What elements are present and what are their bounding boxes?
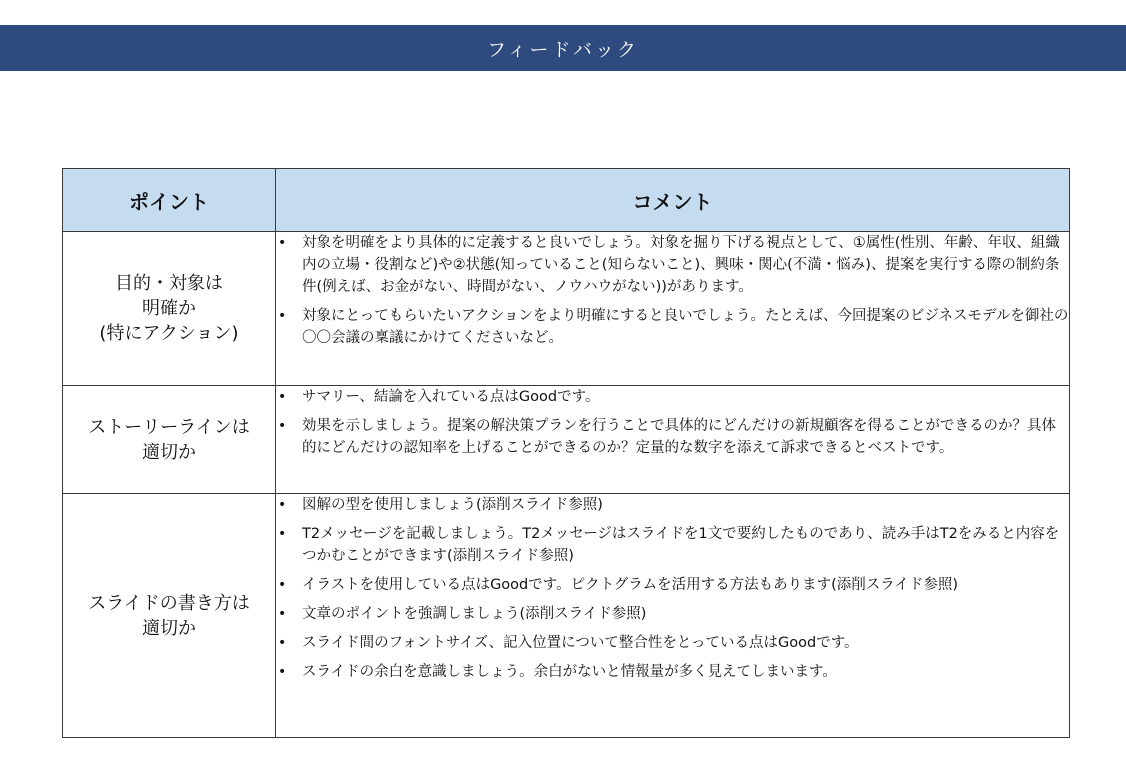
bullet-icon: • [278,389,287,405]
comment-item [276,523,1069,567]
point-label-line: 適切か [142,441,196,463]
bullet-icon: • [278,418,287,434]
comment-list [276,386,1069,459]
comment-list [276,494,1069,683]
title-bar [0,25,1126,71]
table-row [63,232,1070,386]
point-label-line: 適切か [142,617,196,639]
bullet-icon: • [278,606,287,622]
bullet-icon: • [278,308,287,324]
comment-text: T2メッセージを記載しましょう。T2メッセージはスライドを1文で要約したものであり、読み手はT2をみると内容をつかむことができます(添削スライド参照) [302,526,1060,564]
table-header-row [63,169,1070,232]
bullet-icon: • [278,664,287,680]
bullet-icon: • [278,526,287,542]
comment-item [276,632,1069,654]
point-cell [63,386,276,494]
point-label-line: 目的・対象は [115,273,223,294]
table-row [63,386,1070,494]
bullet-icon: • [278,497,287,513]
comment-item [276,305,1069,349]
point-label-line: (特にアクション) [99,323,239,344]
comment-text: 効果を示しましょう。提案の解決策プランを行うことで具体的にどんだけの新規顧客を得ることができるのか？具体的にどんだけの認知率を上げることができるのか？定量的な数字を添えて訴求できるとベストです。 [302,418,1056,456]
point-cell [63,494,276,738]
point-label-line: 明確か [142,298,196,319]
page-title: フィードバック [486,38,640,61]
comment-item [276,415,1069,459]
point-label-line: ストーリーラインは [88,416,250,438]
comment-item [276,661,1069,683]
bullet-icon: • [278,577,287,593]
point-cell [63,232,276,386]
column-header-point: ポイント [63,169,276,232]
comment-item [276,603,1069,625]
comment-text: 対象にとってもらいたいアクションをより明確にすると良いでしょう。たとえば、今回提案のビジネスモデルを御社の〇〇会議の稟議にかけてくださいなど。 [302,308,1069,346]
bullet-icon: • [278,235,287,251]
comment-text: 図解の型を使用しましょう(添削スライド参照) [302,497,603,513]
feedback-table [62,168,1070,738]
comment-text: スライド間のフォントサイズ、記入位置について整合性をとっている点はGoodです。 [302,635,859,651]
comment-item [276,232,1069,298]
comment-item [276,386,1069,408]
comment-item [276,494,1069,516]
comment-text: スライドの余白を意識しましょう。余白がないと情報量が多く見えてしまいます。 [302,664,837,680]
bullet-icon: • [278,635,287,651]
table-row [63,494,1070,738]
column-header-comment: コメント [276,169,1070,232]
comment-text: 対象を明確をより具体的に定義すると良いでしょう。対象を掘り下げる視点として、①属性(性別、年齢、年収、組織内の立場・役割など)や②状態(知っていること(知らないこと)、興味・関心(不満・悩み)、提案を実行する際の制約条件(例えば、お金がない、時間がない、ノウハウがない))があります。 [302,235,1060,295]
point-label-line: スライドの書き方は [88,592,250,614]
comment-text: サマリー、結論を入れている点はGoodです。 [302,389,600,405]
comment-cell [276,386,1070,494]
comment-list [276,232,1069,349]
comment-text: イラストを使用している点はGoodです。ピクトグラムを活用する方法もあります(添削スライド参照) [302,577,959,593]
comment-text: 文章のポイントを強調しましょう(添削スライド参照) [302,606,647,622]
comment-item [276,574,1069,596]
comment-cell [276,232,1070,386]
comment-cell [276,494,1070,738]
